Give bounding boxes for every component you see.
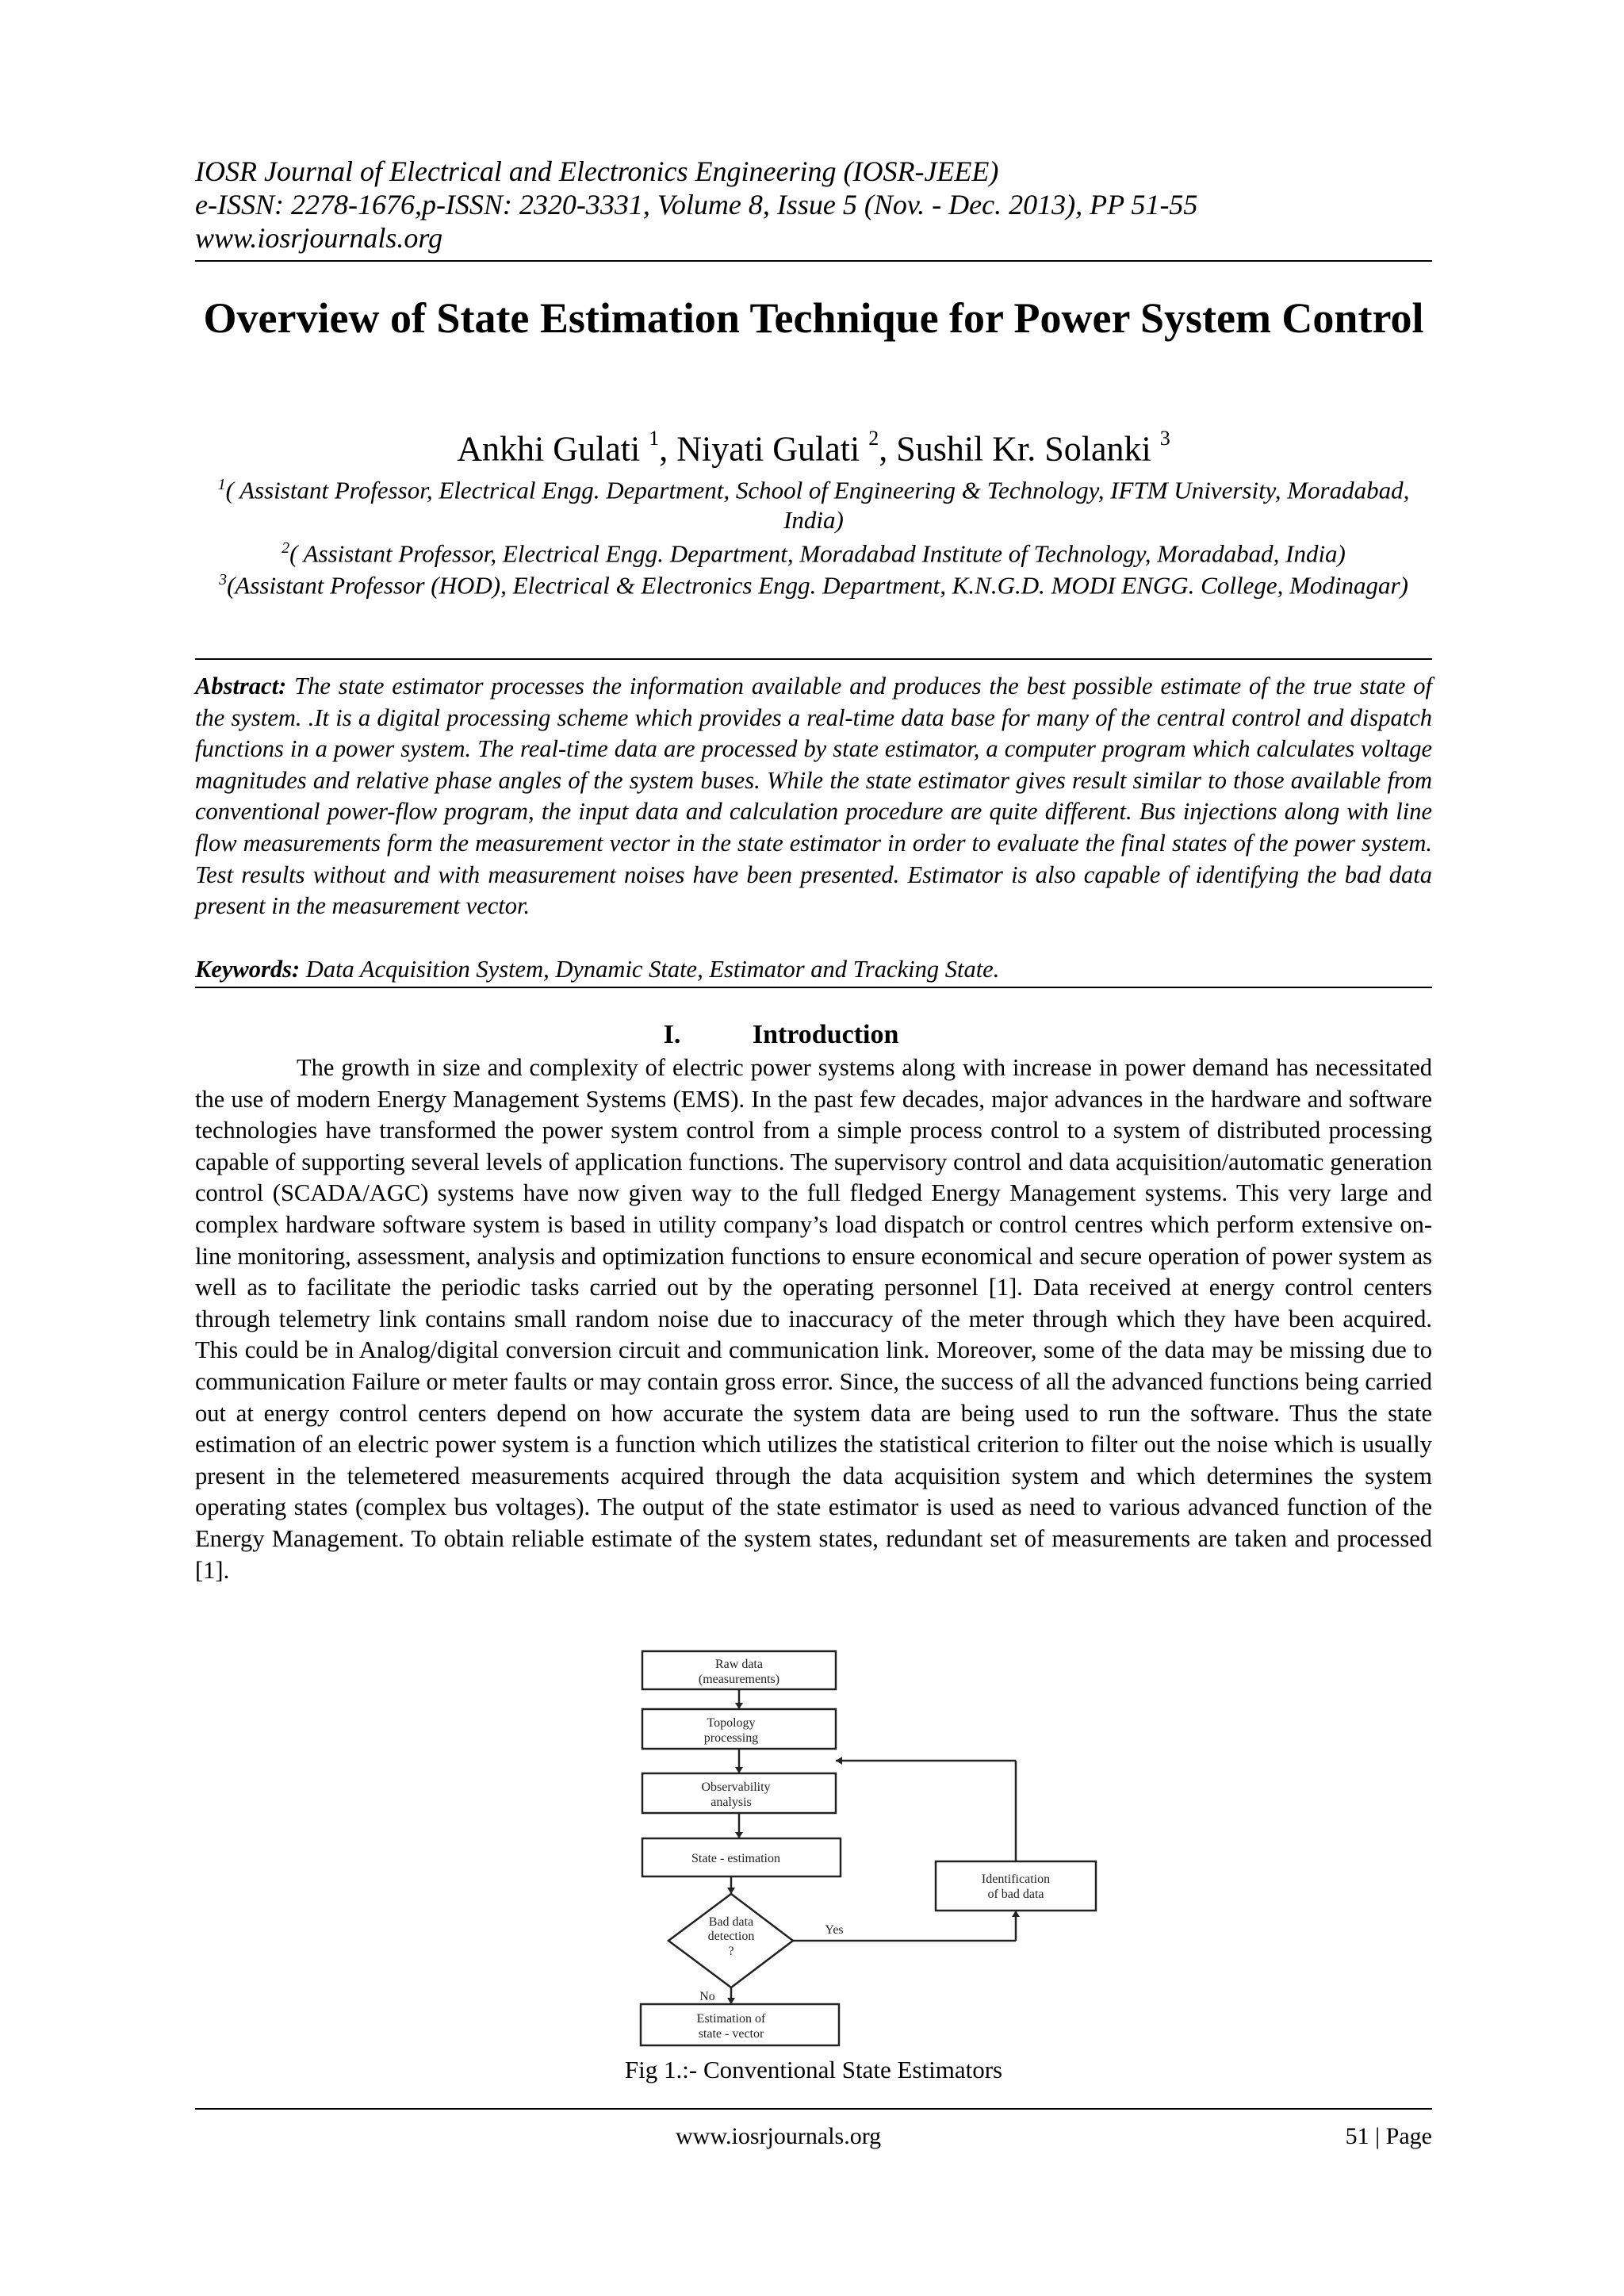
flowchart-figure — [0, 1642, 1624, 2054]
journal-issn-volume: e-ISSN: 2278-1676,p-ISSN: 2320-3331, Volume 8, Issue 5 (Nov. - Dec. 2013), PP 51-55 — [195, 189, 1198, 220]
footer-rule — [195, 2108, 1432, 2110]
author-sup: 3 — [1159, 427, 1170, 450]
affiliation-text: ( Assistant Professor, Electrical Engg. Department, School of Engineering & Technology, IFTM University, Moradabad, India) — [225, 476, 1410, 535]
identification-sub-label: of bad data — [987, 1888, 1044, 1901]
page-number: 51 | Page — [1345, 2123, 1432, 2149]
author-name: Niyati Gulati — [676, 429, 860, 469]
author-sup: 2 — [868, 427, 879, 450]
abstract-top-rule — [195, 658, 1432, 660]
observability-sub-label: analysis — [710, 1796, 752, 1809]
observability-label: Observability — [701, 1780, 771, 1794]
keywords-text: Data Acquisition System, Dynamic State, Estimator and Tracking State. — [305, 956, 1000, 983]
paper-title: Overview of State Estimation Technique for Power System Control — [203, 294, 1424, 342]
affiliation-text: (Assistant Professor (HOD), Electrical & Electronics Engg. Department, K.N.G.D. MODI ENGG. College, Modinagar) — [227, 571, 1408, 600]
section-number: I. — [663, 1020, 681, 1049]
identification-label: Identification — [981, 1872, 1051, 1886]
author-list: Ankhi Gulati $^1$, Niyati Gulati $^2$, Sushil Kr. Solanki $^3$ — [457, 427, 1170, 469]
footer-website[interactable]: www.iosrjournals.org — [676, 2123, 882, 2149]
author-name: Sushil Kr. Solanki — [896, 429, 1151, 469]
journal-website[interactable]: www.iosrjournals.org — [195, 222, 443, 254]
raw-data-label: Raw data — [715, 1658, 763, 1671]
estimation-vector-sub-label: state - vector — [698, 2027, 764, 2041]
bad-data-question: ? — [728, 1945, 734, 1958]
abstract-bottom-rule — [195, 987, 1432, 988]
affiliation-sup: 3 — [219, 571, 228, 588]
raw-data-sub-label: (measurements) — [698, 1673, 780, 1686]
yes-label: Yes — [825, 1923, 844, 1937]
affiliation-1 — [195, 470, 1432, 535]
affiliation-sup: 2 — [282, 539, 290, 557]
journal-name: IOSR Journal of Electrical and Electronics Engineering (IOSR-JEEE) — [195, 155, 999, 187]
topology-sub-label: processing — [703, 1731, 759, 1745]
section-heading — [195, 1018, 1432, 1052]
estimation-vector-label: Estimation of — [696, 2012, 766, 2026]
abstract-label: Abstract: — [195, 673, 287, 700]
affiliation-sup: 1 — [217, 476, 226, 493]
introduction-paragraph: The growth in size and complexity of electric power systems along with increase in power demand has necessitated the use of modern Energy Management Systems (EMS). In the past few decades, major advances in the hardware and software technologies have transformed the power system control from a simple process control to a system of distributed processing capable of supporting several levels of application functions. The supervisory control and data acquisition/automatic generation control (SCADA/AGC) systems have now given way to the full fledged Energy Management systems. This very large and complex hardware software system is based in utility company’s load dispatch or control centres which perform extensive on-line monitoring, assessment, analysis and optimization functions to ensure economical and secure operation of power system as well as to facilitate the periodic tasks carried out by the operating personnel [1]. Data received at energy control centers through telemetry link contains small random noise due to inaccuracy of the meter through which they have been acquired. This could be in Analog/digital conversion circuit and communication link. Moreover, some of the data may be missing due to communication Failure or meter faults or may contain gross error. Since, the success of all the advanced functions being carried out at energy control centers depend on how accurate the system data are being used to run the software. Thus the state estimation of an electric power system is a function which utilizes the statistical criterion to filter out the noise which is usually present in the telemetered measurements acquired through the data acquisition system and which determines the system operating states (complex bus voltages). The output of the state estimator is used as need to various advanced function of the Energy Management. To obtain reliable estimate of the system states, redundant set of measurements are taken and processed [1]. — [195, 1054, 1432, 1584]
figure-caption: Fig 1.:- Conventional State Estimators — [624, 2056, 1003, 2083]
bad-data-sub-label: detection — [707, 1930, 755, 1943]
topology-label: Topology — [707, 1716, 756, 1730]
abstract — [195, 671, 1432, 922]
author-name: Ankhi Gulati — [457, 429, 641, 469]
keywords-label: Keywords: — [195, 956, 301, 983]
keywords — [195, 953, 1432, 985]
affiliation-text: ( Assistant Professor, Electrical Engg. Department, Moradabad Institute of Technology, Moradabad, India) — [289, 539, 1346, 568]
identification-box — [936, 1861, 1096, 1911]
affiliation-3 — [195, 565, 1432, 600]
header-rule — [195, 260, 1432, 262]
bad-data-label: Bad data — [708, 1915, 754, 1929]
author-sup: 1 — [649, 427, 660, 450]
abstract-text: The state estimator processes the information available and produces the best possible estimate of the true state of the system. .It is a digital processing scheme which provides a real-time data base for many of the central control and dispatch functions in a power system. The real-time data are processed by state estimator, a computer program which calculates voltage magnitudes and relative phase angles of the system buses. While the state estimator gives result similar to those available from conventional power-flow program, the input data and calculation procedure are quite different. Bus injections along with line flow measurements form the measurement vector in the state estimator in order to evaluate the final states of the power system. Test results without and with measurement noises have been presented. Estimator is also capable of identifying the bad data present in the measurement vector. — [195, 673, 1433, 920]
state-estimation-label: State - estimation — [691, 1852, 780, 1865]
section-title: Introduction — [752, 1020, 899, 1049]
no-label: No — [699, 1990, 715, 2003]
affiliation-2 — [195, 533, 1432, 569]
